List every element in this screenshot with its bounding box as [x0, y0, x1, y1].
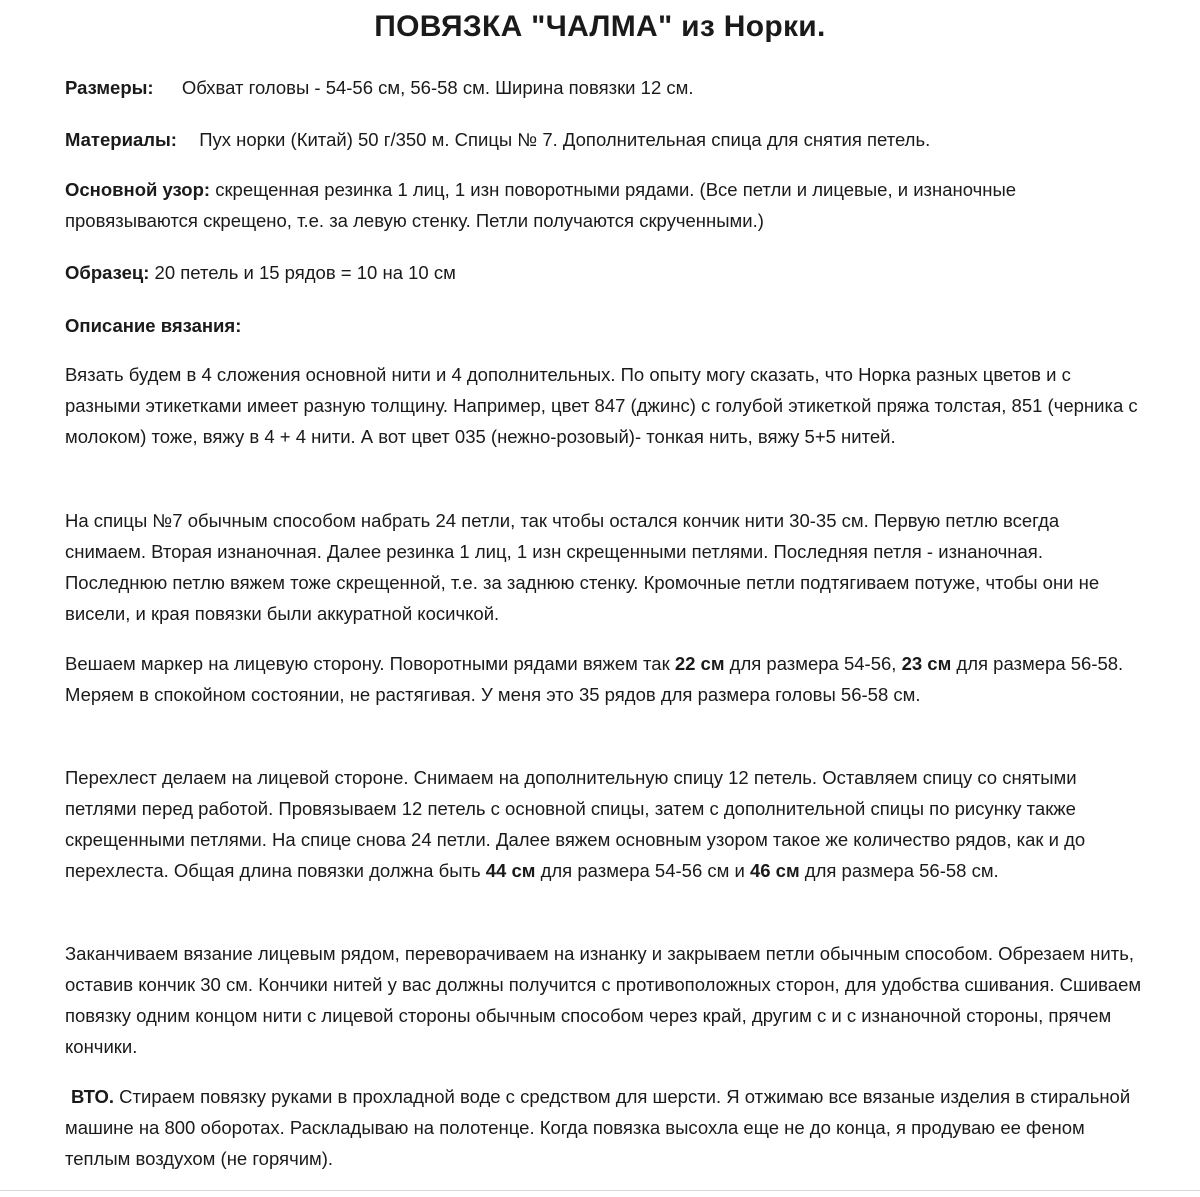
sizes-label: Размеры:: [65, 77, 154, 98]
paragraph-finishing: Заканчиваем вязание лицевым рядом, переворачиваем на изнанку и закрываем петли обычным способом. Обрезаем нить, оставив кончик 30 см. Кончики нитей у вас должны получится с противоположных сторон, для удобства сшивания. Сшиваем повязку одним концом нити с лицевой стороны обычным способом через край, другим с и с изнаночной стороны, прячем кончики.: [65, 943, 1142, 1057]
sample-label: Образец:: [65, 262, 150, 283]
sample-text: 20 петель и 15 рядов = 10 на 10 см: [154, 262, 456, 283]
p4-text-3: для размера 56-58 см.: [799, 860, 999, 881]
p3-bold-1: 22 см: [674, 653, 725, 674]
description-heading: Описание вязания:: [65, 315, 242, 336]
p3-bold-2: 23 см: [901, 653, 952, 674]
paragraph-wash: [65, 1081, 1145, 1174]
paragraph-cast-on: На спицы №7 обычным способом набрать 24 петли, так чтобы остался кончик нити 30-35 см. Первую петлю всегда снимаем. Вторая изнаночная. Далее резинка 1 лиц, 1 изн скрещенными петлями. Последняя петля - изнаночная. Последнюю петлю вяжем тоже скрещенной, т.е. за заднюю стенку. Кромочные петли подтягиваем потуже, чтобы они не висели, и края повязки были аккуратной косичкой.: [65, 510, 1100, 624]
main-pattern-paragraph: [65, 174, 1145, 236]
wash-text: Стираем повязку руками в прохладной воде с средством для шерсти. Я отжимаю все вязаные изделия в стиральной машине на 800 оборотах. Раскладываю на полотенце. Когда повязка высохла еще не до конца, я продуваю ее феном теплым воздухом (не горячим).: [65, 1086, 1131, 1169]
main-pattern-text: скрещенная резинка 1 лиц, 1 изн поворотными рядами. (Все петли и лицевые, и изнаночные провязываются скрещено, т.е. за левую стенку. Петли получаются скрученными.): [65, 179, 1017, 231]
p3-text-2: для размера 54-56,: [724, 653, 902, 674]
p4-text-2: для размера 54-56 см и: [535, 860, 750, 881]
document-title: ПОВЯЗКА "ЧАЛМА" из Норки.: [374, 10, 826, 43]
materials-label: Материалы:: [65, 129, 177, 150]
materials-line: [65, 124, 1150, 155]
materials-text: Пух норки (Китай) 50 г/350 м. Спицы № 7. Дополнительная спица для снятия петель.: [199, 129, 931, 150]
sample-line: [65, 257, 1150, 288]
p3-text-1: Вешаем маркер на лицевую сторону. Поворотными рядами вяжем так: [65, 653, 675, 674]
sizes-text: Обхват головы - 54-56 см, 56-58 см. Ширина повязки 12 см.: [181, 77, 694, 98]
sizes-line: [65, 72, 1150, 103]
bottom-edge: [0, 1190, 1200, 1191]
p3-text-3: для размера 56-58. Меряем в спокойном состоянии, не растягивая. У меня это 35 рядов для размера головы 56-58 см.: [65, 653, 1124, 705]
paragraph-threads: Вязать будем в 4 сложения основной нити и 4 дополнительных. По опыту могу сказать, что Норка разных цветов и с разными этикетками имеет разную толщину. Например, цвет 847 (джинс) с голубой этикеткой пряжа толстая, 851 (черника с молоком) тоже, вяжу в 4 + 4 нити. А вот цвет 035 (нежно-розовый)- тонкая нить, вяжу 5+5 нитей.: [65, 364, 1138, 447]
main-pattern-label: Основной узор:: [65, 179, 211, 200]
p4-bold-1: 44 см: [485, 860, 536, 881]
p4-bold-2: 46 см: [749, 860, 800, 881]
paragraph-crossover: [65, 762, 1145, 886]
wash-label: ВТО.: [71, 1086, 115, 1107]
p4-text-1: Перехлест делаем на лицевой стороне. Снимаем на дополнительную спицу 12 петель. Оставляем спицу со снятыми петлями перед работой. Провязываем 12 петель с основной спицы, затем с дополнительной спицы по рисунку также скрещенными петлями. На спице снова 24 петли. Далее вяжем основным узором такое же количество рядов, как и до перехлеста. Общая длина повязки должна быть: [65, 767, 1086, 881]
paragraph-marker: [65, 648, 1145, 710]
